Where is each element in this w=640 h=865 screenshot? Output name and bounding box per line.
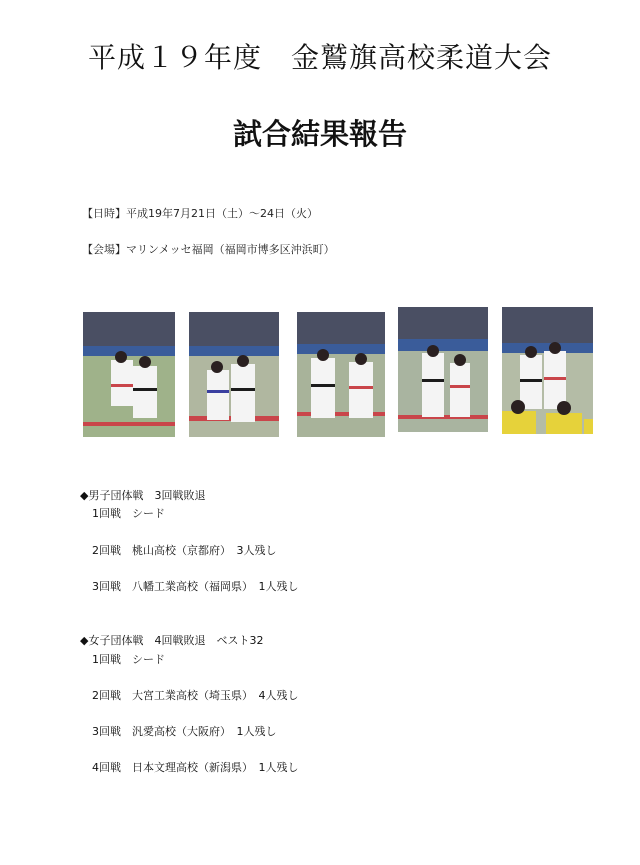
girls-round-2: 2回戦 大宮工業高校（埼玉県） 4人残し — [92, 689, 299, 702]
girls-team-result-header: ◆女子団体戦 4回戦敗退 ベスト32 — [80, 634, 264, 647]
event-venue: 【会場】マリンメッセ福岡（福岡市博多区沖浜町） — [82, 243, 335, 256]
girls-round-4: 4回戦 日本文理高校（新潟県） 1人残し — [92, 761, 299, 774]
page-title: 平成１９年度 金鷲旗高校柔道大会 — [87, 41, 552, 74]
judo-match-photo-4 — [398, 307, 488, 432]
page-subtitle: 試合結果報告 — [232, 117, 407, 151]
boys-round-1: 1回戦 シード — [92, 507, 165, 520]
judo-match-photo-1 — [83, 312, 175, 437]
judo-match-photo-5 — [502, 307, 593, 434]
judo-match-photo-2 — [189, 312, 279, 437]
boys-team-result-header: ◆男子団体戦 3回戦敗退 — [80, 489, 206, 502]
event-date: 【日時】平成19年7月21日（土）～24日（火） — [82, 207, 318, 220]
boys-round-3: 3回戦 八幡工業高校（福岡県） 1人残し — [92, 580, 299, 593]
girls-round-1: 1回戦 シード — [92, 653, 165, 666]
boys-round-2: 2回戦 桃山高校（京都府） 3人残し — [92, 544, 277, 557]
judo-match-photo-3 — [297, 312, 385, 437]
girls-round-3: 3回戦 汎愛高校（大阪府） 1人残し — [92, 725, 277, 738]
